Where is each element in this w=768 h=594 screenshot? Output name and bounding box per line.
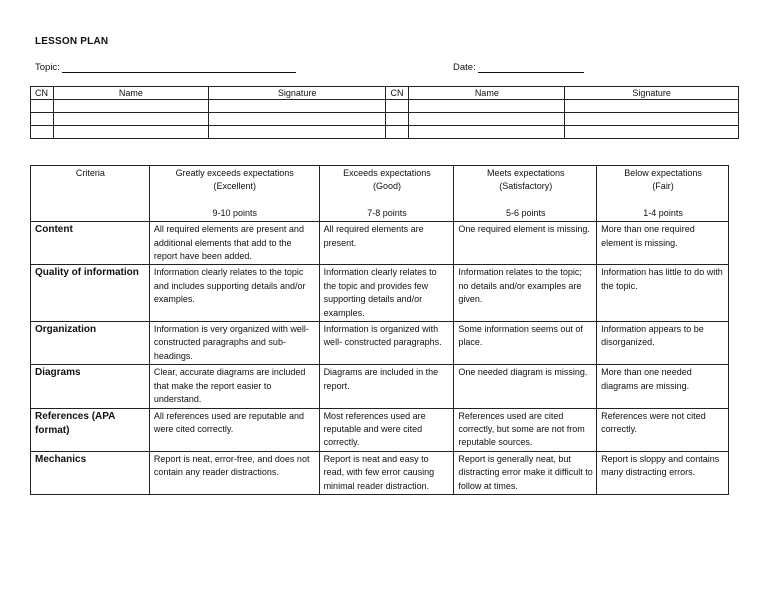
- rubric-cell: Information is organized with well- constructed paragraphs.: [319, 322, 454, 365]
- header-label: Criteria: [75, 168, 105, 178]
- attendance-header-cell: Name: [53, 87, 208, 100]
- rubric-table: [30, 165, 729, 495]
- rubric-cell: References were not cited correctly.: [597, 408, 729, 451]
- attendance-row: [31, 126, 739, 139]
- attendance-cell[interactable]: [409, 113, 565, 126]
- attendance-cell[interactable]: [31, 126, 54, 139]
- criteria-label: Diagrams: [31, 365, 150, 408]
- attendance-cell[interactable]: [565, 100, 739, 113]
- header-points: 7-8 points: [367, 207, 407, 218]
- rubric-row-references: [31, 408, 729, 451]
- attendance-header-row: [31, 87, 739, 100]
- rubric-header-cell: [149, 166, 319, 222]
- rubric-cell: Report is neat and easy to read, with few error causing minimal reader distraction.: [319, 451, 454, 494]
- rubric-header-cell: [597, 166, 729, 222]
- rubric-cell: Information clearly relates to the topic and provides few supporting details and/or examples.: [319, 265, 454, 322]
- criteria-label: Mechanics: [31, 451, 150, 494]
- rubric-cell: More than one needed diagrams are missing.: [597, 365, 729, 408]
- attendance-cell[interactable]: [386, 100, 409, 113]
- header-sub: (Fair): [652, 181, 674, 192]
- rubric-cell: Some information seems out of place.: [454, 322, 597, 365]
- rubric-header-row: [31, 166, 729, 222]
- header-points: 9-10 points: [212, 207, 257, 218]
- header-points: 5-6 points: [505, 207, 546, 218]
- rubric-cell: Information clearly relates to the topic and includes supporting details and/or examples.: [149, 265, 319, 322]
- date-label: Date:: [453, 62, 476, 73]
- rubric-row-content: [31, 222, 729, 265]
- attendance-header-cell: Signature: [565, 87, 739, 100]
- rubric-cell: Diagrams are included in the report.: [319, 365, 454, 408]
- rubric-cell: All required elements are present.: [319, 222, 454, 265]
- attendance-cell[interactable]: [386, 126, 409, 139]
- attendance-cell[interactable]: [565, 126, 739, 139]
- header-points: 1-4 points: [643, 207, 683, 218]
- attendance-cell[interactable]: [409, 126, 565, 139]
- header-sub: (Satisfactory): [499, 181, 553, 192]
- criteria-label: References (APA format): [31, 408, 150, 451]
- header-label: Meets expectations: [486, 168, 565, 178]
- rubric-header-cell: [319, 166, 454, 222]
- attendance-cell[interactable]: [31, 113, 54, 126]
- attendance-cell[interactable]: [409, 100, 565, 113]
- topic-field: [35, 62, 296, 73]
- rubric-cell: One needed diagram is missing.: [454, 365, 597, 408]
- attendance-row: [31, 100, 739, 113]
- topic-blank-line[interactable]: [62, 63, 296, 73]
- attendance-table: [30, 86, 739, 139]
- rubric-header-cell: [31, 166, 150, 222]
- rubric-cell: Information appears to be disorganized.: [597, 322, 729, 365]
- rubric-header-cell: [454, 166, 597, 222]
- attendance-header-cell: CN: [31, 87, 54, 100]
- header-sub: (Excellent): [213, 181, 256, 192]
- date-blank-line[interactable]: [478, 63, 584, 73]
- header-label: Exceeds expectations: [343, 168, 431, 178]
- header-sub: (Good): [372, 181, 401, 192]
- rubric-cell: All required elements are present and additional elements that add to the report have been added.: [149, 222, 319, 265]
- topic-label: Topic:: [35, 62, 60, 73]
- rubric-cell: Information relates to the topic; no details and/or examples are given.: [454, 265, 597, 322]
- rubric-cell: Information has little to do with the topic.: [597, 265, 729, 322]
- criteria-label: Organization: [31, 322, 150, 365]
- attendance-row: [31, 113, 739, 126]
- attendance-header-cell: CN: [386, 87, 409, 100]
- criteria-label: Content: [31, 222, 150, 265]
- rubric-cell: One required element is missing.: [454, 222, 597, 265]
- rubric-cell: References used are cited correctly, but some are not from reputable sources.: [454, 408, 597, 451]
- page-title: LESSON PLAN: [35, 36, 109, 47]
- attendance-header-cell: Signature: [208, 87, 386, 100]
- attendance-cell[interactable]: [53, 113, 208, 126]
- rubric-row-diagrams: [31, 365, 729, 408]
- rubric-cell: Report is sloppy and contains many distracting errors.: [597, 451, 729, 494]
- attendance-cell[interactable]: [386, 113, 409, 126]
- rubric-row-quality: [31, 265, 729, 322]
- header-label: Greatly exceeds expectations: [175, 168, 294, 178]
- rubric-cell: More than one required element is missing.: [597, 222, 729, 265]
- rubric-cell: Report is neat, error-free, and does not contain any reader distractions.: [149, 451, 319, 494]
- rubric-row-mechanics: [31, 451, 729, 494]
- header-label: Below expectations: [624, 168, 702, 178]
- attendance-cell[interactable]: [208, 113, 386, 126]
- rubric-cell: Report is generally neat, but distracting error make it difficult to follow at times.: [454, 451, 597, 494]
- attendance-cell[interactable]: [53, 126, 208, 139]
- rubric-cell: All references used are reputable and were cited correctly.: [149, 408, 319, 451]
- attendance-cell[interactable]: [208, 100, 386, 113]
- attendance-cell[interactable]: [31, 100, 54, 113]
- attendance-cell[interactable]: [208, 126, 386, 139]
- rubric-cell: Information is very organized with well-constructed paragraphs and sub-headings.: [149, 322, 319, 365]
- rubric-row-organization: [31, 322, 729, 365]
- criteria-label: Quality of information: [31, 265, 150, 322]
- rubric-cell: Clear, accurate diagrams are included that make the report easier to understand.: [149, 365, 319, 408]
- attendance-cell[interactable]: [565, 113, 739, 126]
- attendance-cell[interactable]: [53, 100, 208, 113]
- attendance-header-cell: Name: [409, 87, 565, 100]
- rubric-cell: Most references used are reputable and were cited correctly.: [319, 408, 454, 451]
- date-field: [453, 62, 584, 73]
